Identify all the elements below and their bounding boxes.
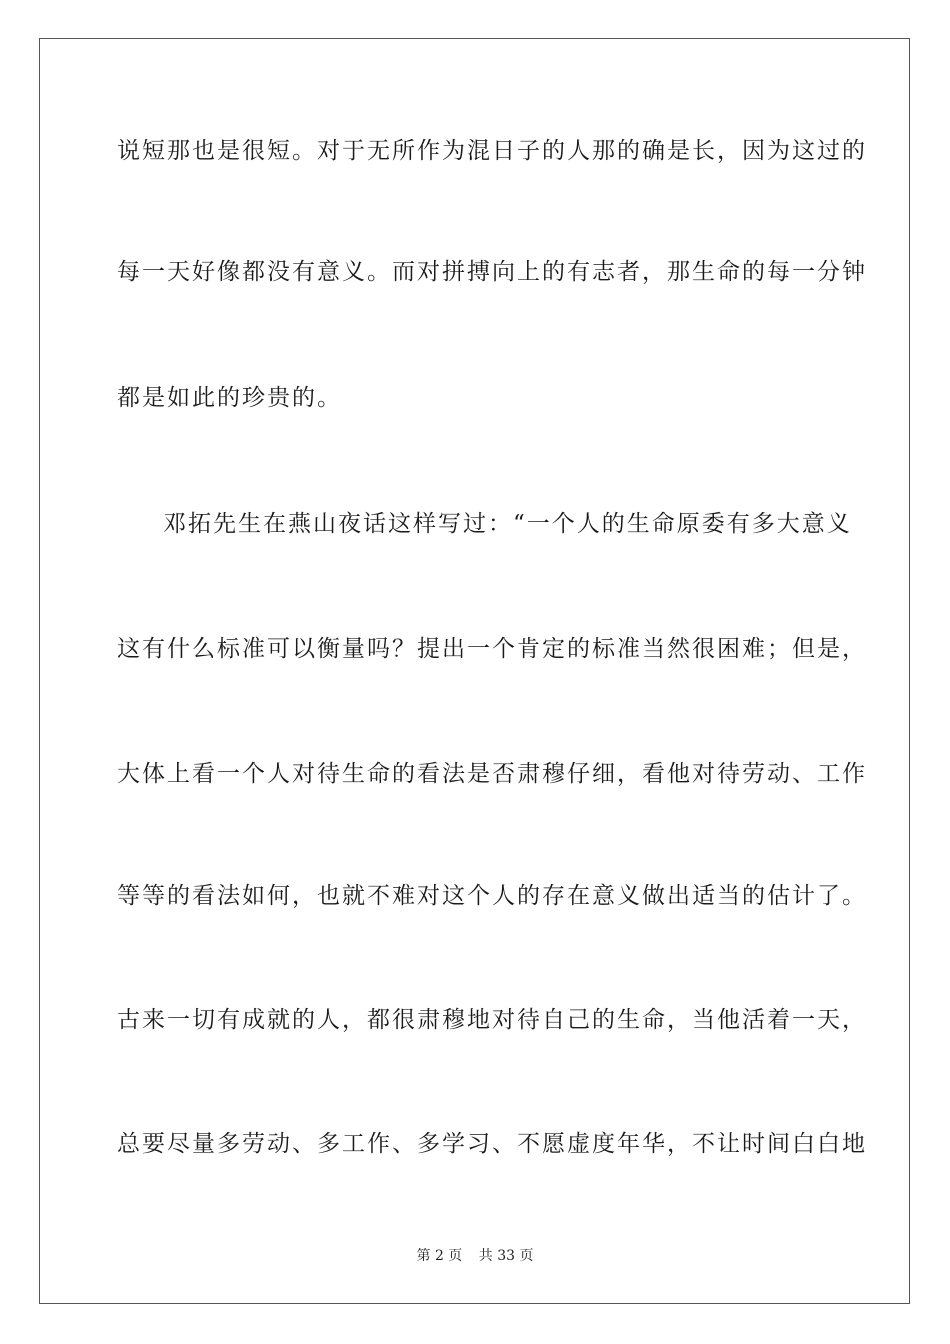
page-number-total: 共 33 页 xyxy=(478,1248,534,1264)
paragraph-line-3: 都是如此的珍贵的。 xyxy=(117,385,342,411)
paragraph-line-9: 总要尽量多劳动、多工作、多学习、不愿虚度年华，不让时间白白地 xyxy=(117,1131,867,1157)
paragraph-line-1: 说短那也是很短。对于无所作为混日子的人那的确是长，因为这过的 xyxy=(117,138,867,164)
page-border xyxy=(39,38,910,1304)
page-number-current: 第 2 页 xyxy=(416,1248,463,1264)
paragraph-line-6: 大体上看一个人对待生命的看法是否肃穆仔细，看他对待劳动、工作 xyxy=(117,761,867,787)
paragraph-line-4: 邓拓先生在燕山夜话这样写过：“一个人的生命原委有多大意义 xyxy=(163,511,852,537)
page-footer xyxy=(0,1246,950,1266)
paragraph-line-7: 等等的看法如何，也就不难对这个人的存在意义做出适当的估计了。 xyxy=(117,883,867,909)
paragraph-line-2: 每一天好像都没有意义。而对拼搏向上的有志者，那生命的每一分钟 xyxy=(117,259,867,285)
paragraph-line-5: 这有什么标准可以衡量吗？提出一个肯定的标准当然很困难；但是， xyxy=(117,636,867,662)
paragraph-line-8: 古来一切有成就的人，都很肃穆地对待自己的生命，当他活着一天， xyxy=(117,1007,867,1033)
